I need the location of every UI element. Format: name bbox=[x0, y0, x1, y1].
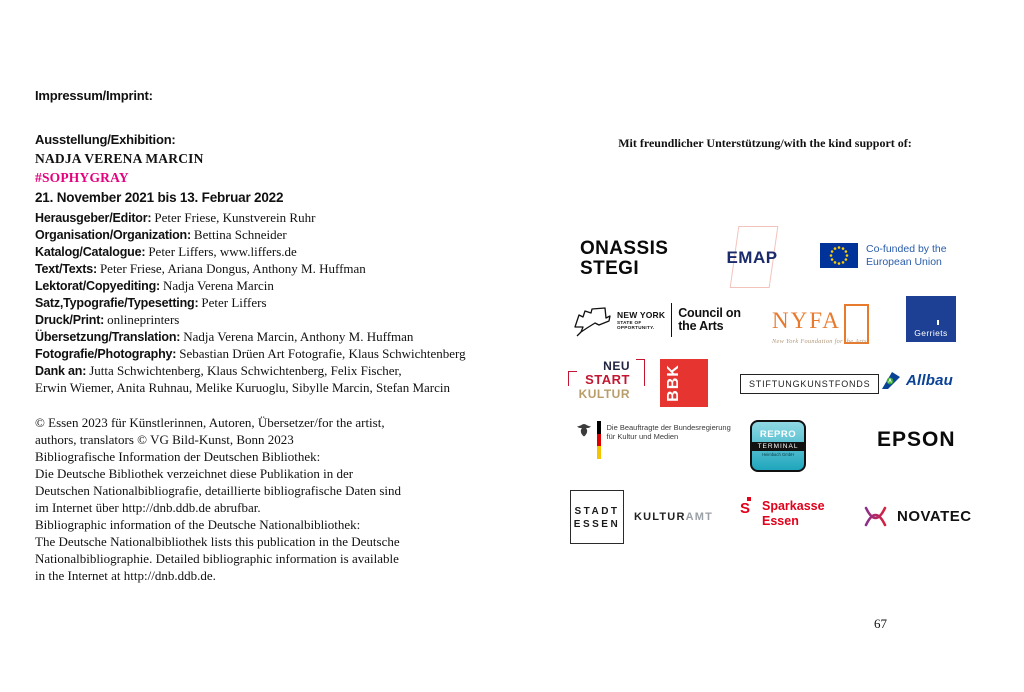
thanks-continuation: Erwin Wiemer, Anita Ruhnau, Melike Kuruoglu, Sibylle Marcin, Stefan Marcin bbox=[35, 380, 450, 395]
repro-terminal-band: TERMINAL bbox=[752, 442, 804, 451]
logo-epson: EPSON bbox=[877, 428, 956, 451]
credit-line bbox=[35, 362, 466, 379]
allbau-wordmark: Allbau bbox=[906, 372, 954, 389]
bkm-line2: für Kultur und Medien bbox=[606, 432, 679, 441]
credit-line bbox=[35, 345, 466, 362]
credit-label: Fotografie/Photography: bbox=[35, 347, 177, 361]
gerriets-tick bbox=[937, 320, 939, 325]
logo-stiftung-kunstfonds bbox=[740, 374, 879, 394]
credit-label: Herausgeber/Editor: bbox=[35, 211, 152, 225]
credit-value: Peter Friese, Kunstverein Ruhr bbox=[154, 210, 316, 225]
credit-value: Sebastian Drüen Art Fotografie, Klaus Schwichtenberg bbox=[179, 346, 466, 361]
eu-text-line1: Co-funded by the bbox=[866, 243, 947, 255]
neustart-kultur: KULTUR bbox=[578, 387, 630, 401]
credit-line bbox=[35, 294, 466, 311]
bbk-wordmark: BBK bbox=[664, 364, 682, 402]
colophon-line: im Internet über http://dnb.ddb.de abrufbar. bbox=[35, 500, 261, 515]
neustart-bracket-left bbox=[568, 371, 577, 386]
logo-allbau bbox=[880, 370, 953, 391]
credit-line bbox=[35, 311, 466, 328]
credit-label: Satz,Typografie/Typesetting: bbox=[35, 296, 199, 310]
sparkasse-s-icon bbox=[740, 497, 756, 517]
logo-bbk bbox=[660, 359, 708, 407]
logo-sparkasse-essen bbox=[740, 497, 825, 529]
colophon-line: Die Deutsche Bibliothek verzeichnet diese Publikation in der bbox=[35, 466, 354, 481]
support-heading: Mit freundlicher Unterstützung/with the kind support of: bbox=[618, 136, 912, 150]
logo-eu-cofunded bbox=[820, 243, 947, 268]
artist-name: NADJA VERENA MARCIN bbox=[35, 151, 204, 166]
sparkasse-line2: Essen bbox=[762, 514, 799, 528]
colophon-line: The Deutsche Nationalbibliothek lists this publication in the Deutsche bbox=[35, 534, 400, 549]
credit-label: Druck/Print: bbox=[35, 313, 105, 327]
kultur-part: KULTUR bbox=[634, 511, 686, 523]
logo-stadt-essen bbox=[570, 490, 713, 544]
nysca-stateof: STATE OF bbox=[617, 319, 642, 325]
allbau-mark-icon bbox=[880, 370, 902, 391]
kulturamt-wordmark bbox=[634, 511, 713, 523]
stripe-black bbox=[597, 421, 601, 434]
nyfa-subtext: New York Foundation for the Arts bbox=[772, 338, 867, 345]
stripe-gold bbox=[597, 446, 601, 459]
logo-repro-terminal bbox=[750, 420, 806, 472]
credit-line bbox=[35, 243, 466, 260]
credit-value: Peter Liffers bbox=[201, 295, 267, 310]
credit-label: Dank an: bbox=[35, 364, 87, 378]
stripe-red bbox=[597, 434, 601, 446]
colophon-line: authors, translators © VG Bild-Kunst, Bonn 2023 bbox=[35, 432, 294, 447]
nysca-newyork: NEW YORK bbox=[617, 309, 666, 320]
stadt-line: STADT bbox=[574, 506, 620, 517]
credit-label: Organisation/Organization: bbox=[35, 228, 191, 242]
colophon-line: in the Internet at http://dnb.ddb.de. bbox=[35, 568, 216, 583]
credit-value: Nadja Verena Marcin, Anthony M. Huffman bbox=[183, 329, 414, 344]
credit-line bbox=[35, 209, 466, 226]
logo-novatec bbox=[862, 505, 972, 528]
nyfa-wordmark: NYFA bbox=[772, 308, 841, 333]
credit-value: onlineprinters bbox=[107, 312, 180, 327]
nysca-opportunity: OPPORTUNITY. bbox=[617, 325, 655, 330]
credit-line bbox=[35, 260, 466, 277]
credit-value: Jutta Schwichtenberg, Klaus Schwichtenberg, Felix Fischer, bbox=[89, 363, 402, 378]
exhibition-hashtag: #SOPHYGRAY bbox=[35, 170, 129, 185]
colophon-line: Bibliografische Information der Deutschen Bibliothek: bbox=[35, 449, 321, 464]
logo-gerriets bbox=[906, 296, 956, 342]
credits-block bbox=[35, 209, 466, 396]
eu-text-line2: European Union bbox=[866, 255, 942, 268]
kunstfonds-wordmark: STIFTUNGKUNSTFONDS bbox=[749, 379, 871, 389]
logo-onassis-stegi bbox=[580, 239, 668, 279]
repro-subtext: Heimbach GmbH bbox=[761, 452, 795, 457]
nysca-council-line2: the Arts bbox=[678, 319, 724, 333]
novatec-mark-icon bbox=[862, 505, 889, 528]
essen-line: ESSEN bbox=[573, 519, 621, 530]
sparkasse-s: S bbox=[740, 500, 751, 517]
amt-part: AMT bbox=[685, 511, 714, 523]
colophon-block bbox=[35, 414, 401, 584]
logo-nysca bbox=[570, 300, 741, 340]
ny-state-outline-icon bbox=[570, 300, 614, 340]
credit-label: Lektorat/Copyediting: bbox=[35, 279, 160, 293]
colophon-line: Nationalbibliographie. Detailed bibliographic information is available bbox=[35, 551, 399, 566]
german-flag-stripe bbox=[597, 421, 601, 459]
neustart-neu: NEU bbox=[603, 359, 630, 373]
eu-flag-icon bbox=[820, 243, 858, 268]
repro-wordmark: REPRO bbox=[759, 429, 797, 440]
sparkasse-line1: Sparkasse bbox=[762, 499, 825, 513]
exhibition-label: Ausstellung/Exhibition: bbox=[35, 132, 176, 147]
federal-eagle-icon bbox=[576, 422, 592, 439]
logo-emap bbox=[710, 226, 794, 290]
onassis-line2: STEGI bbox=[580, 258, 640, 279]
credit-value: Nadja Verena Marcin bbox=[162, 278, 274, 293]
logo-bkm bbox=[576, 421, 731, 459]
credit-line bbox=[35, 277, 466, 294]
credit-label: Katalog/Catalogue: bbox=[35, 245, 146, 259]
logo-nyfa bbox=[772, 308, 867, 345]
colophon-line: Deutschen Nationalbibliografie, detaillierte bibliografische Daten sind bbox=[35, 483, 402, 498]
left-page bbox=[35, 88, 283, 205]
credit-value: Bettina Schneider bbox=[193, 227, 287, 242]
credit-label: Text/Texts: bbox=[35, 262, 97, 276]
exhibition-dates: 21. November 2021 bis 13. Februar 2022 bbox=[35, 190, 284, 205]
credit-line bbox=[35, 328, 466, 345]
logo-neustart-kultur bbox=[568, 359, 646, 413]
colophon-line: Bibliographic information of the Deutsche Nationalbibliothek: bbox=[35, 517, 361, 532]
gerriets-wordmark: Gerriets bbox=[914, 328, 948, 338]
imprint-heading: Impressum/Imprint: bbox=[35, 88, 153, 103]
neustart-bracket-right bbox=[636, 359, 645, 386]
page-number: 67 bbox=[874, 616, 887, 631]
novatec-wordmark: NOVATEC bbox=[897, 508, 972, 525]
colophon-line: © Essen 2023 für Künstlerinnen, Autoren, Übersetzer/for the artist, bbox=[35, 415, 385, 430]
nysca-council-line1: Council on bbox=[678, 305, 741, 320]
credit-line bbox=[35, 226, 466, 243]
stadt-essen-box bbox=[570, 490, 624, 544]
nysca-divider bbox=[671, 303, 672, 337]
credit-value: Peter Friese, Ariana Dongus, Anthony M. Huffman bbox=[99, 261, 366, 276]
bkm-text bbox=[607, 421, 731, 441]
credit-label: Übersetzung/Translation: bbox=[35, 330, 181, 344]
credit-value: Peter Liffers, www.liffers.de bbox=[148, 244, 297, 259]
bkm-line1: Die Beauftragte der Bundesregierung bbox=[606, 423, 731, 432]
onassis-line1: ONASSIS bbox=[580, 238, 669, 259]
neustart-start: START bbox=[585, 372, 630, 387]
emap-wordmark: EMAP bbox=[726, 248, 778, 267]
eu-cofunded-text bbox=[866, 243, 947, 268]
